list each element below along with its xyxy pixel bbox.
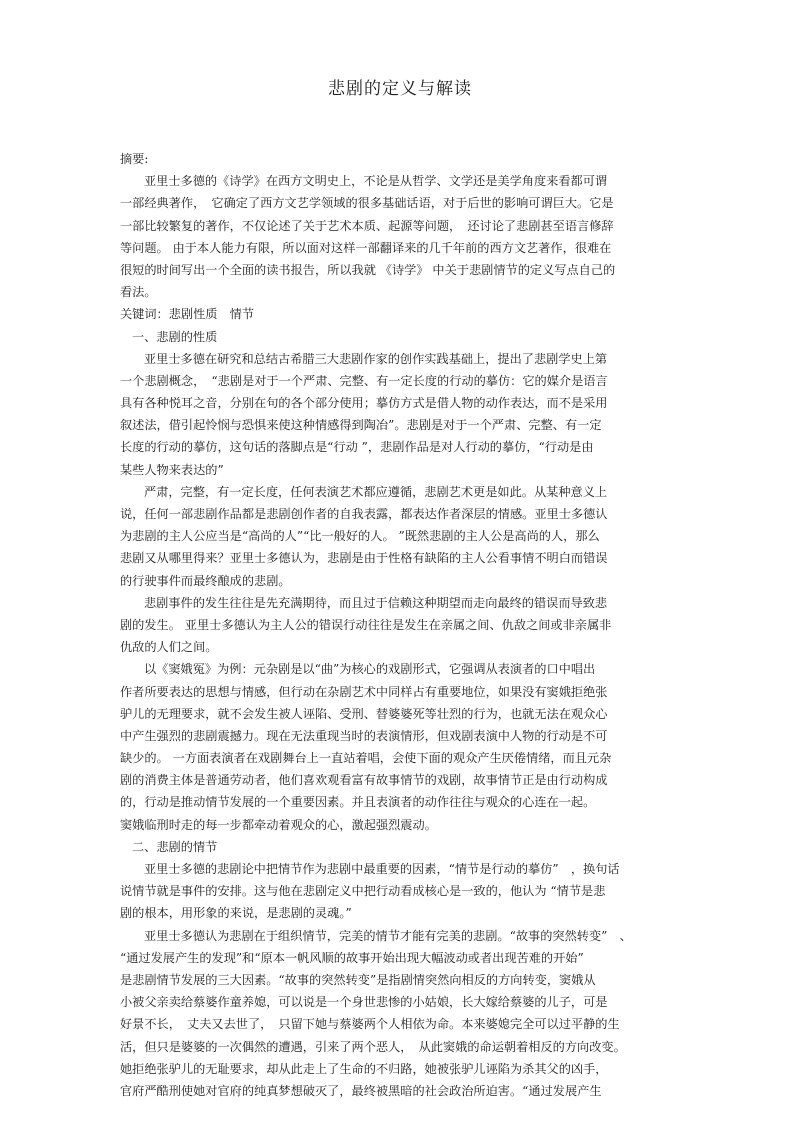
text-line: 一个悲剧概念， “悲剧是对于一个严肃、完整、有一定长度的行动的摹仿：它的媒介是语言 bbox=[120, 373, 608, 388]
text-line: 小被父亲卖给蔡婆作童养媳，可以说是一个身世悲惨的小姑娘，长大嫁给蔡婆的儿子，可是 bbox=[120, 995, 608, 1010]
document-body bbox=[120, 148, 640, 1102]
document-title: 悲剧的定义与解读 bbox=[328, 79, 472, 99]
text-line: 以《窦娥冤》为例：元杂剧是以“曲”为核心的戏剧形式，它强调从表演者的口中唱出 bbox=[144, 662, 596, 677]
text-line: 亚里士多德在研究和总结古希腊三大悲剧作家的创作实践基础上，提出了悲剧学史上第 bbox=[144, 351, 608, 366]
section-heading: 一、悲剧的性质 bbox=[132, 329, 218, 344]
text-line: 官府严酷刑使她对官府的纯真梦想破灭了，最终被黑暗的社会政治所迫害。“通过发展产生 bbox=[120, 1083, 602, 1098]
text-line: 说，任何一部悲剧作品都是悲剧创作者的自我表露，都表达作者深层的情感。亚里士多德认 bbox=[120, 507, 608, 521]
text-line: 的行驶事件而最终酿成的悲剧。 bbox=[120, 573, 291, 588]
text-line: 剧的发生。 亚里士多德认为主人公的错误行动往往是发生在亲属之间、仇敌之间或非亲属非 bbox=[120, 617, 612, 632]
text-line: 亚里士多德的《诗学》在西方文明史上，不论是从哲学、文学还是美学角度来看都可谓 bbox=[144, 174, 608, 189]
text-line: 剧的根本，用形象的来说，是悲剧的灵魂。” bbox=[120, 906, 352, 921]
text-line: 她拒绝张驴儿的无耻要求，却从此走上了生命的不归路，她被张驴儿诬陷为杀其父的凶手， bbox=[120, 1061, 608, 1076]
text-line: 悲剧事件的发生往往是先充满期待，而且过于信赖这种期望而走向最终的错误而导致悲 bbox=[144, 595, 608, 610]
abstract-label: 摘要: bbox=[120, 152, 149, 166]
text-line: “通过发展产生的发现”和“原本一帆风顺的故事开始出现大幅波动或者出现苦难的开始” bbox=[120, 950, 584, 965]
text-line: 一部比较繁复的著作，不仅论述了关于艺术本质、起源等问题， 还讨论了悲剧甚至语言修辞 bbox=[120, 218, 614, 233]
text-line: 某些人物来表达的” bbox=[120, 462, 224, 477]
text-line: 叙述法，借引起怜悯与恐惧来使这种情感得到陶冶”。悲剧是对于一个严肃、完整、有一定 bbox=[120, 418, 602, 433]
text-line: 严肃，完整，有一定长度，任何表演艺术都应遵循，悲剧艺术更是如此。从某种意义上 bbox=[144, 484, 608, 499]
text-line: 说情节就是事件的安排。这与他在悲剧定义中把行动看成核心是一致的，他认为 “情节是悲 bbox=[120, 884, 606, 899]
text-line: 作者所要表达的思想与情感，但行动在杂剧艺术中同样占有重要地位，如果没有窦娥拒绝张 bbox=[120, 684, 608, 699]
section-heading: 二、悲剧的情节 bbox=[132, 839, 218, 854]
text-line: 亚里士多德认为悲剧在于组织情节，完美的情节才能有完美的悲剧。“故事的突然转变” 、 bbox=[144, 928, 632, 943]
text-line: 窦娥临刑时走的每一步都牵动着观众的心，激起强烈震动。 bbox=[120, 817, 437, 832]
text-line: 为悲剧的主人公应当是“高尚的人”“比一般好的人。 ”既然悲剧的主人公是高尚的人，那么 bbox=[120, 529, 600, 544]
text-line: 的，行动是推动情节发展的一个重要因素。并且表演者的动作往往与观众的心连在一起。 bbox=[120, 795, 596, 810]
text-line: 看法。 bbox=[120, 285, 157, 300]
text-line: 是悲剧情节发展的三大因素。“故事的突然转变”是指剧情突然向相反的方向转变，窦娥从 bbox=[120, 972, 596, 987]
text-line: 一部经典著作， 它确定了西方文艺学领域的很多基础话语，对于后世的影响可谓巨大。它是 bbox=[120, 196, 614, 211]
text-line: 长度的行动的摹仿，这句话的落脚点是“行动 ”，悲剧作品是对人行动的摹仿，“行动是由 bbox=[120, 440, 594, 455]
text-line: 好景不长， 丈夫又去世了， 只留下她与蔡婆两个人相依为命。本来婆媳完全可以过平静的生 bbox=[120, 1017, 620, 1032]
text-line: 很短的时间写出一个全面的读书报告，所以我就 《诗学》 中关于悲剧情节的定义写点自己的 bbox=[120, 262, 616, 277]
keywords-line: 关键词：悲剧性质 情节 bbox=[120, 307, 255, 322]
text-line: 具有各种悦耳之音，分别在句的各个部分使用；摹仿方式是借人物的动作表达，而不是采用 bbox=[120, 396, 608, 411]
text-line: 驴儿的无理要求，就不会发生被人诬陷、受刑、替婆婆死等壮烈的行为，也就无法在观众心 bbox=[120, 706, 608, 721]
text-line: 亚里士多德的悲剧论中把情节作为悲剧中最重要的因素，“情节是行动的摹仿” ，换句话 bbox=[144, 862, 620, 876]
text-line: 剧的消费主体是普通劳动者，他们喜欢观看富有故事情节的戏剧，故事情节正是由行动构成 bbox=[120, 773, 608, 788]
text-line: 缺少的。 一方面表演者在戏剧舞台上一直站着唱，会使下面的观众产生厌倦情绪，而且元杂 bbox=[120, 751, 612, 766]
text-line: 仇敌的人们之间。 bbox=[120, 640, 218, 655]
text-line: 中产生强烈的悲剧震撼力。现在无法重现当时的表演情形，但戏剧表演中人物的行动是不可 bbox=[120, 728, 608, 743]
text-line: 等问题。 由于本人能力有限，所以面对这样一部翻译来的几千年前的西方文艺著作，很难在 bbox=[120, 240, 612, 255]
text-line: 悲剧又从哪里得来？亚里士多德认为，悲剧是由于性格有缺陷的主人公看事情不明白而错误 bbox=[120, 551, 608, 566]
text-line: 活，但只是婆婆的一次偶然的遭遇，引来了两个恶人， 从此窦娥的命运朝着相反的方向改变。 bbox=[120, 1039, 626, 1054]
